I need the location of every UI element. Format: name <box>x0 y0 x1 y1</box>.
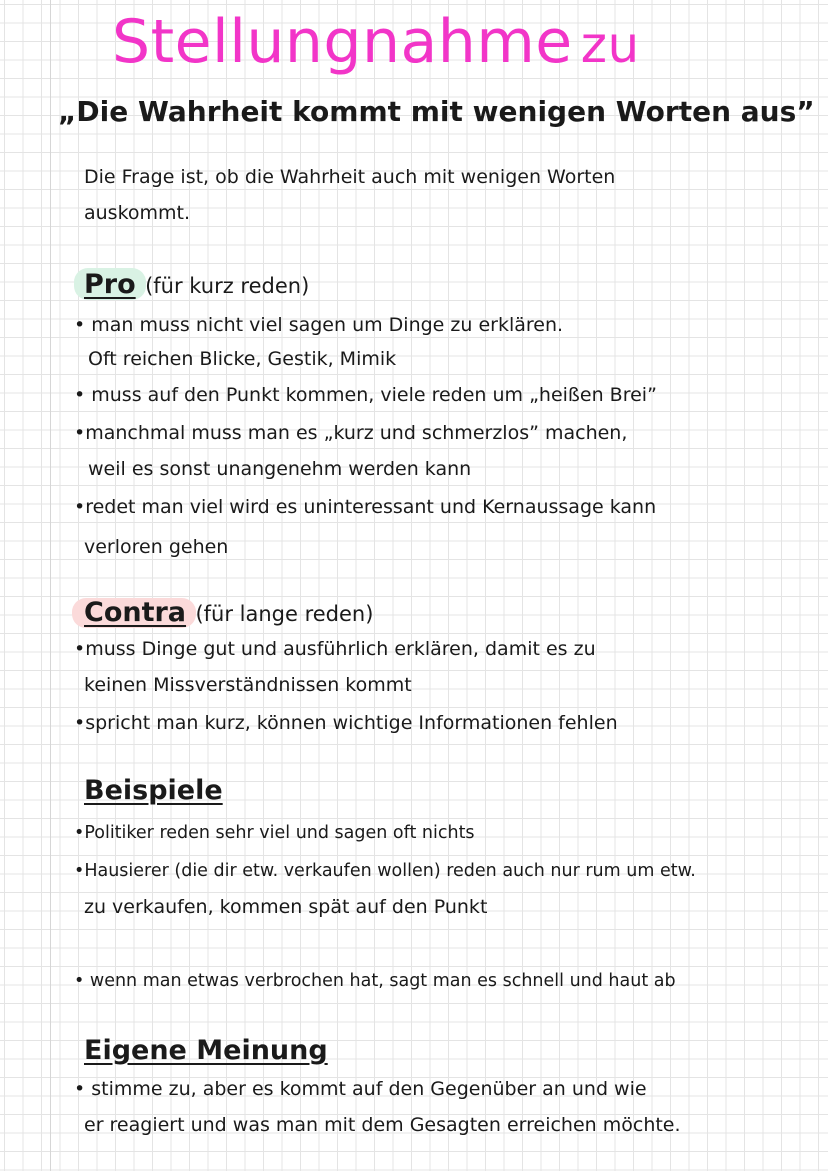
meinung-line: er reagiert und was man mit dem Gesagten erreichen möchte. <box>84 1114 681 1136</box>
pro-line: •redet man viel wird es uninteressant und Kernaussage kann <box>74 496 657 518</box>
pro-line: weil es sonst unangenehm werden kann <box>88 458 472 480</box>
margin-line <box>50 0 51 1171</box>
meinung-heading-label: Eigene Meinung <box>84 1035 328 1066</box>
beispiele-line: • wenn man etwas verbrochen hat, sagt man es schnell und haut ab <box>74 971 676 991</box>
contra-line: •muss Dinge gut und ausführlich erklären, damit es zu <box>74 638 596 660</box>
pro-line: • man muss nicht viel sagen um Dinge zu erklären. <box>74 314 564 336</box>
title-main-text: Stellungnahme <box>112 7 573 77</box>
contra-heading-label: Contra <box>84 597 187 628</box>
pro-line: •manchmal muss man es „kurz und schmerzlos” machen, <box>74 422 628 444</box>
title-zu-text: zu <box>580 16 640 74</box>
page-subtitle-quote: „Die Wahrheit kommt mit wenigen Worten aus” <box>58 95 815 128</box>
contra-subheading: (für lange reden) <box>195 602 374 626</box>
beispiele-line: •Hausierer (die dir etw. verkaufen wollen) reden auch nur rum um etw. <box>74 861 696 881</box>
contra-line: •spricht man kurz, können wichtige Informationen fehlen <box>74 712 618 734</box>
beispiele-heading-label: Beispiele <box>84 775 223 806</box>
beispiele-heading <box>84 774 223 808</box>
contra-line: keinen Missverständnissen kommt <box>84 674 412 696</box>
pro-line: • muss auf den Punkt kommen, viele reden um „heißen Brei” <box>74 384 657 406</box>
meinung-heading <box>84 1034 328 1068</box>
pro-heading <box>84 268 309 303</box>
pro-heading-label: Pro <box>84 269 136 300</box>
pro-line: verloren gehen <box>84 536 229 558</box>
intro-line: auskommt. <box>84 202 191 224</box>
pro-line: Oft reichen Blicke, Gestik, Mimik <box>88 348 397 370</box>
meinung-line: • stimme zu, aber es kommt auf den Gegenüber an und wie <box>74 1078 647 1100</box>
beispiele-line: zu verkaufen, kommen spät auf den Punkt <box>84 896 488 918</box>
contra-heading <box>84 596 373 631</box>
intro-line: Die Frage ist, ob die Wahrheit auch mit wenigen Worten <box>84 166 616 188</box>
beispiele-line: •Politiker reden sehr viel und sagen oft nichts <box>74 823 475 843</box>
page-title <box>112 6 640 81</box>
pro-subheading: (für kurz reden) <box>145 274 310 298</box>
